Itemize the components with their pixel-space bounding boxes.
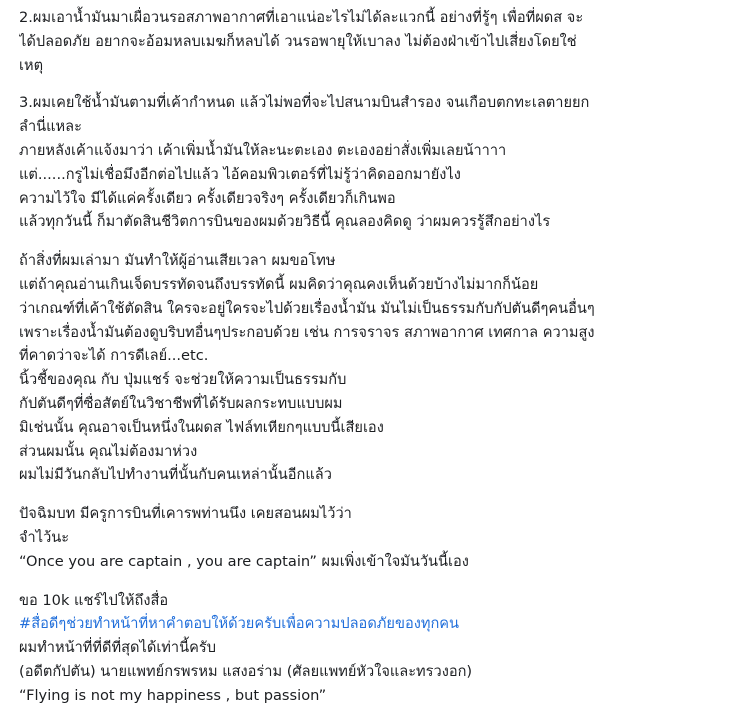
paragraph-fuel-weather (19, 6, 720, 77)
text-line: จำไว้นะ (19, 528, 70, 546)
text-line: ปัจฉิมบท มีครูการบินที่เคารพท่านนึง เคยสอนผมไว้ว่า (19, 505, 352, 523)
closing-quote: “Flying is not my happiness , but passion” (19, 686, 327, 704)
text-line: เพราะเรื่องน้ำมันต้องดูบริบทอื่นๆประกอบด้วย เช่น การจราจร สภาพอากาศ เทศกาล ความสูง (19, 323, 595, 341)
text-line: ผมทำหน้าที่ที่ดีที่สุดได้เท่านี้ครับ (19, 639, 216, 657)
share-request-line: ขอ 10k แชร์ไปให้ถึงสื่อ (19, 591, 169, 609)
text-line: มิเช่นนั้น คุณอาจเป็นหนึ่งในผดส ไฟล์ทเหียกๆแบบนี้เสียเอง (19, 418, 384, 436)
author-signature: (อดีตกัปตัน) นายแพทย์กรพรหม แสงอร่าม (ศัลยแพทย์หัวใจและทรวงอก) (19, 662, 473, 680)
text-line: แต่ถ้าคุณอ่านเกินเจ็ดบรรทัดจนถึงบรรทัดนี้ ผมคิดว่าคุณคงเห็นด้วยบ้างไม่มากก็น้อย (19, 275, 539, 293)
text-line: ผมไม่มีวันกลับไปทำงานที่นั้นกับคนเหล่านั้นอีกแล้ว (19, 466, 332, 484)
text-line: ว่าเกณฑ์ที่เค้าใช้ตัดสิน ใครจะอยู่ใครจะไปด้วยเรื่องน้ำมัน มันไม่เป็นธรรมกับกัปตันดีๆคนอื่นๆ (19, 299, 595, 317)
text-line: 2.ผมเอาน้ำมันมาเผื่อวนรอสภาพอากาศที่เอาแน่อะไรไม่ได้ละแวกนี้ อย่างที่รู้ๆ เพื่อที่ผดส จะ (19, 9, 584, 26)
text-line: กัปตันดีๆที่ซื่อสัตย์ในวิชาชีพที่ได้รับผลกระทบแบบผม (19, 394, 343, 412)
text-line: ได้ปลอดภัย อยากจะอ้อมหลบเมฆก็หลบได้ วนรอพายุให้เบาลง ไม่ต้องฝ่าเข้าไปเสี่ยงโดยใช่ (19, 32, 577, 50)
text-line: ส่วนผมนั้น คุณไม่ต้องมาห่วง (19, 442, 198, 460)
text-line: แล้วทุกวันนี้ ก็มาตัดสินชีวิตการบินของผมด้วยวิธีนี้ คุณลองคิดดู ว่าผมควรรู้สึกอย่างไร (19, 213, 551, 231)
text-line: นิ้วชี้ของคุณ กับ ปุ่มแชร์ จะช่วยให้ความเป็นธรรมกับ (19, 371, 347, 389)
paragraph-closing (19, 589, 720, 708)
paragraph-epilogue (19, 502, 720, 573)
paragraph-apology-and-plea (19, 249, 720, 487)
text-line: เหตุ (19, 56, 44, 74)
text-line: ภายหลังเค้าแจ้งมาว่า เค้าเพิ่มน้ำมันให้ละนะตะเอง ตะเองอย่าสั่งเพิ่มเลยน้าาาา (19, 141, 507, 159)
text-line: ลำนี่แหละ (19, 118, 82, 136)
text-line: ความไว้ใจ มีได้แค่ครั้งเดียว ครั้งเดียวจริงๆ ครั้งเดียวก็เกินพอ (19, 189, 396, 207)
paragraph-fuel-incident (19, 91, 720, 234)
text-line: “Once you are captain , you are captain” ผมเพิ่งเข้าใจมันวันนี้เอง (19, 552, 469, 570)
text-line: ที่คาดว่าจะได้ การดีเลย์...etc. (19, 347, 209, 365)
text-line: 3.ผมเคยใช้น้ำมันตามที่เค้ากำหนด แล้วไม่พอที่จะไปสนามบินสำรอง จนเกือบตกทะเลตายยก (19, 94, 590, 112)
hashtag-link[interactable]: #สื่อดีๆช่วยทำหน้าที่หาคำตอบให้ด้วยครับเพื่อความปลอดภัยของทุกคน (19, 615, 460, 633)
text-line: แต่......กรูไม่เชื่อมึงอีกต่อไปแล้ว ไอ้คอมพิวเตอร์ที่ไม่รู้ว่าคิดออกมายังไง (19, 165, 461, 183)
text-line: ถ้าสิ่งที่ผมเล่ามา มันทำให้ผู้อ่านเสียเวลา ผมขอโทษ (19, 252, 336, 270)
